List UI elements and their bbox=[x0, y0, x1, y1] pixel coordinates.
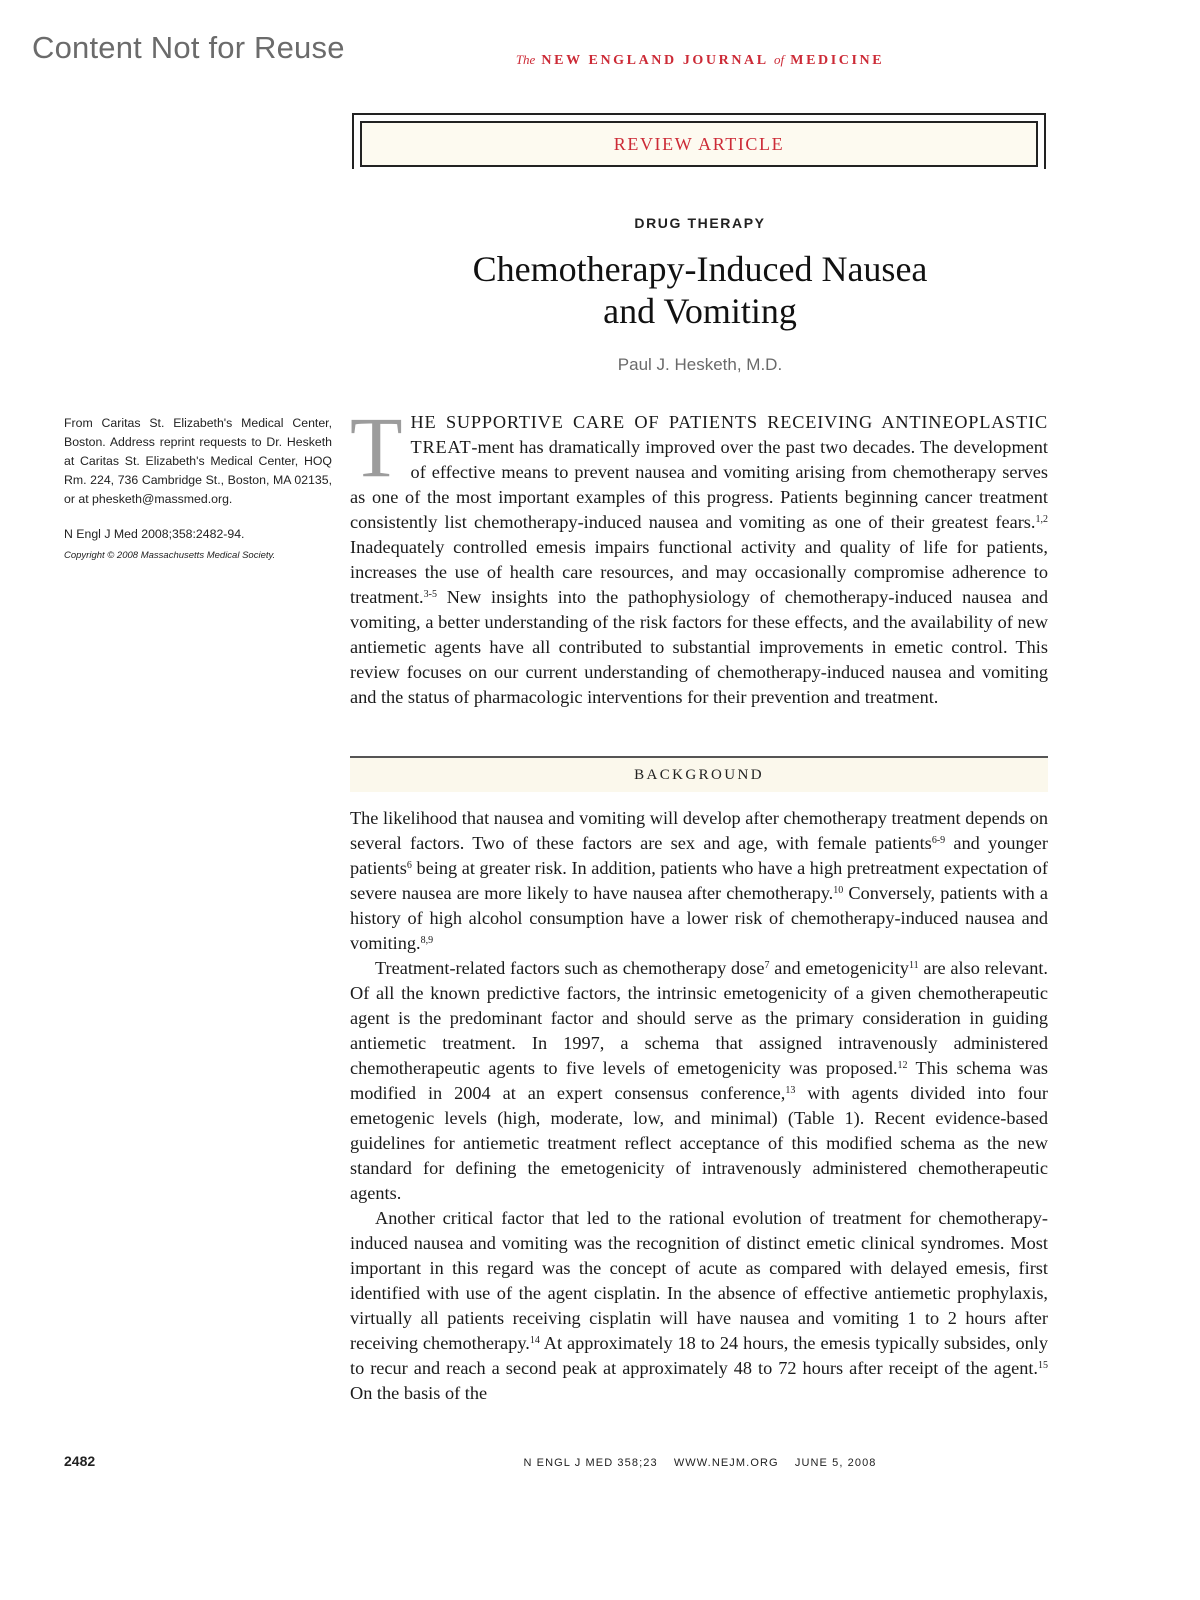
reference-marker[interactable]: 11 bbox=[908, 960, 919, 971]
reference-marker[interactable]: 7 bbox=[764, 960, 770, 971]
article-title bbox=[350, 248, 1050, 332]
paragraph-text: Treatment-related factors such as chemotherapy dose bbox=[375, 958, 765, 978]
reference-marker[interactable]: 8,9 bbox=[420, 935, 434, 946]
article-type-label: REVIEW ARTICLE bbox=[613, 133, 785, 154]
author-name: Paul J. Hesketh, M.D. bbox=[617, 355, 783, 374]
intro-lead-in: HE SUPPORTIVE CARE OF PATIENTS RECEIVING ANTINEOPLASTIC TREAT bbox=[410, 412, 1048, 457]
reference-marker[interactable]: 6 bbox=[406, 860, 412, 871]
section-heading-background bbox=[350, 756, 1048, 792]
body-paragraph-2 bbox=[350, 956, 1048, 1206]
page-footer bbox=[350, 1457, 1050, 1469]
section-heading-label: BACKGROUND bbox=[634, 766, 764, 783]
footer-website[interactable]: WWW.NEJM.ORG bbox=[673, 1457, 779, 1469]
reference-marker[interactable]: 13 bbox=[785, 1085, 796, 1096]
article-type-banner bbox=[352, 113, 1046, 169]
author-affiliation: From Caritas St. Elizabeth's Medical Center, Boston. Address reprint requests to Dr. Hesketh at Caritas St. Elizabeth's Medical Center, HOQ Rm. 224, 736 Cambridge St., Boston, MA 02135, or at phesketh@massmed.org. bbox=[64, 416, 332, 506]
reference-marker[interactable]: 15 bbox=[1038, 1360, 1048, 1371]
citation: N Engl J Med 2008;358:2482-94. bbox=[64, 527, 245, 541]
paragraph-text: Conversely, patients with a history of high alcohol consumption have a lower risk of chemotherapy-induced nausea and vomiting. bbox=[350, 883, 1049, 953]
intro-text-1: -ment has dramatically improved over the past two decades. The development of effective means to prevent nausea and vomiting arising from chemotherapy serves as one of the most important examples of this progress. Patients beginning cancer treatment consistently list chemotherapy-induced nausea and vomiting as one of their greatest fears. bbox=[350, 437, 1048, 532]
paragraph-text: This schema was modified in 2004 at an expert consensus conference, bbox=[350, 1058, 1048, 1103]
paragraph-text: and younger patients bbox=[350, 833, 1048, 878]
footer-date: JUNE 5, 2008 bbox=[794, 1457, 877, 1469]
footer-journal-cite: N ENGL J MED 358;23 bbox=[523, 1457, 658, 1469]
paragraph-text: At approximately 18 to 24 hours, the emesis typically subsides, only to recur and reach a second peak at approximately 48 to 72 hours after receipt of the agent. bbox=[350, 1333, 1048, 1378]
page-number: 2482 bbox=[64, 1453, 96, 1469]
intro-text-2: Inadequately controlled emesis impairs functional activity and quality of life for patients, increases the use of health care resources, and may occasionally compromise adherence to treatment. bbox=[350, 537, 1048, 607]
background-section bbox=[350, 806, 1048, 1406]
paragraph-text: being at greater risk. In addition, patients who have a high pretreatment expectation of severe nausea are more likely to have nausea after chemotherapy. bbox=[350, 858, 1048, 903]
section-kicker: DRUG THERAPY bbox=[634, 215, 766, 231]
journal-running-head bbox=[350, 52, 1050, 69]
body-paragraph-3 bbox=[350, 1206, 1048, 1406]
paragraph-text: are also relevant. Of all the known predictive factors, the intrinsic emetogenicity of a given chemotherapeutic agent is the predominant factor and should serve as the primary consideration in guiding antiemetic treatment. In 1997, a schema that assigned intravenously administered chemotherapeutic agents to five levels of emetogenicity was proposed. bbox=[350, 958, 1049, 1078]
title-line-2: and Vomiting bbox=[603, 291, 797, 331]
journal-the: The bbox=[515, 52, 536, 67]
body-paragraph-1 bbox=[350, 806, 1048, 956]
title-line-1: Chemotherapy-Induced Nausea bbox=[472, 249, 928, 289]
article-type-box bbox=[360, 121, 1038, 167]
sidebar-notes bbox=[64, 414, 332, 565]
watermark-text: Content Not for Reuse bbox=[32, 30, 345, 65]
journal-of: of bbox=[774, 52, 785, 67]
copyright-notice: Copyright © 2008 Massachusetts Medical Society. bbox=[64, 550, 276, 561]
drop-cap: T bbox=[350, 399, 403, 495]
reference-marker[interactable]: 14 bbox=[529, 1335, 540, 1346]
intro-text-3: New insights into the pathophysiology of chemotherapy-induced nausea and vomiting, a better understanding of the risk factors for these effects, and the availability of new antiemetic agents have all contributed to substantial improvements in emetic control. This review focuses on our current understanding of chemotherapy-induced nausea and vomiting and the status of pharmacologic interventions for their prevention and treatment. bbox=[350, 587, 1048, 707]
paragraph-text: Another critical factor that led to the rational evolution of treatment for chemotherapy-induced nausea and vomiting was the recognition of distinct emetic clinical syndromes. Most important in this regard was the concept of acute as compared with delayed emesis, first identified with use of the agent cisplatin. In the absence of effective antiemetic prophylaxis, virtually all patients receiving cisplatin will have nausea and vomiting 1 to 2 hours after receiving chemotherapy. bbox=[350, 1208, 1048, 1353]
reference-marker[interactable]: 10 bbox=[833, 885, 844, 896]
journal-name-part2: MEDICINE bbox=[790, 53, 885, 68]
reference-marker[interactable]: 1,2 bbox=[1035, 514, 1048, 525]
reference-marker[interactable]: 12 bbox=[897, 1060, 908, 1071]
intro-section bbox=[350, 399, 1048, 710]
reference-marker[interactable]: 6-9 bbox=[931, 835, 946, 846]
reference-marker[interactable]: 3-5 bbox=[423, 589, 437, 600]
journal-name-part1: NEW ENGLAND JOURNAL bbox=[541, 53, 768, 68]
paragraph-text: On the basis of the bbox=[350, 1383, 488, 1403]
paragraph-text: and emetogenicity bbox=[769, 958, 909, 978]
intro-paragraph bbox=[350, 399, 1048, 710]
paragraph-text: The likelihood that nausea and vomiting will develop after chemotherapy treatment depends on several factors. Two of these factors are sex and age, with female patients bbox=[350, 808, 1048, 853]
paragraph-text: with agents divided into four emetogenic levels (high, moderate, low, and minimal) (Table 1). Recent evidence-based guidelines for antiemetic treatment reflect acceptance of this modified schema as the new standard for defining the emetogenicity of intravenously administered chemotherapeutic agents. bbox=[350, 1083, 1048, 1203]
